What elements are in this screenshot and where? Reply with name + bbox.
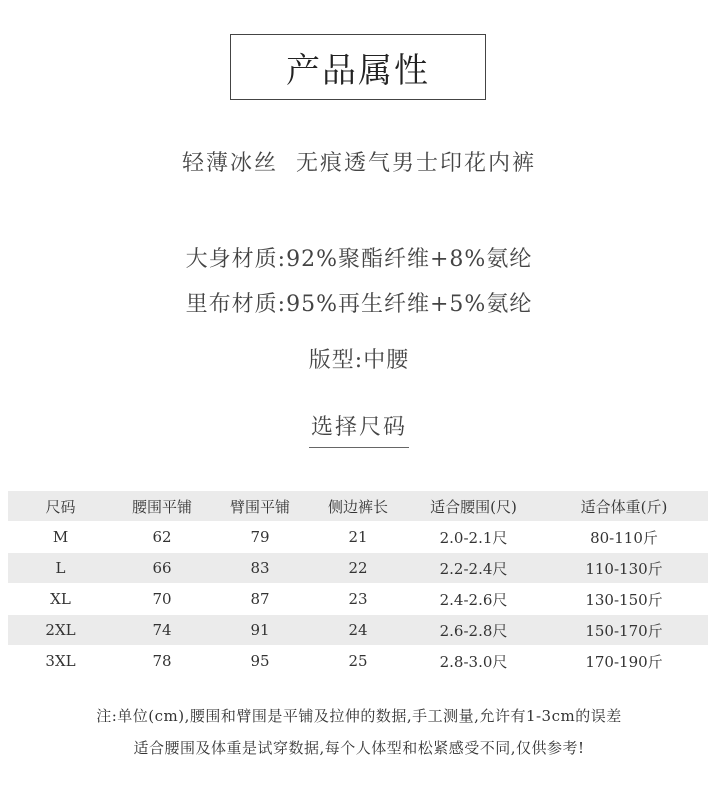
size-table-header-row: [8, 491, 708, 522]
table-cell: 2.4-2.6尺: [407, 584, 540, 615]
table-cell: 22: [309, 553, 407, 584]
table-cell: 70: [113, 584, 211, 615]
table-cell: 62: [113, 522, 211, 553]
table-cell: 80-110斤: [540, 522, 708, 553]
table-cell: L: [8, 553, 113, 584]
measurement-note: 注:单位(cm),腰围和臂围是平铺及拉伸的数据,手工测量,允许有1-3cm的误差: [96, 707, 622, 725]
table-cell: 25: [309, 646, 407, 677]
table-cell: 21: [309, 522, 407, 553]
table-cell: XL: [8, 584, 113, 615]
table-cell: 91: [211, 615, 309, 646]
page-title: 产品属性: [286, 50, 430, 91]
column-header: 适合体重(斤): [540, 491, 708, 522]
attribute-fit: 版型:中腰: [308, 348, 410, 373]
table-cell: 170-190斤: [540, 646, 708, 677]
attribute-lining-material: 里布材质:95%再生纤维+5%氨纶: [185, 292, 533, 317]
column-header: 尺码: [8, 491, 113, 522]
table-cell: 83: [211, 553, 309, 584]
table-row: [8, 553, 708, 584]
table-cell: 2XL: [8, 615, 113, 646]
table-cell: 110-130斤: [540, 553, 708, 584]
table-cell: 2.8-3.0尺: [407, 646, 540, 677]
size-section-heading: [0, 410, 718, 448]
table-row: [8, 522, 708, 553]
column-header: 侧边裤长: [309, 491, 407, 522]
table-cell: 2.2-2.4尺: [407, 553, 540, 584]
table-cell: 79: [211, 522, 309, 553]
fit-disclaimer-note: 适合腰围及体重是试穿数据,每个人体型和松紧感受不同,仅供参考!: [133, 739, 585, 757]
attribute-body-material: 大身材质:92%聚酯纤维+8%氨纶: [185, 247, 533, 272]
size-heading-text: 选择尺码: [309, 410, 409, 448]
title-box: [230, 34, 486, 100]
table-cell: 2.0-2.1尺: [407, 522, 540, 553]
table-cell: 2.6-2.8尺: [407, 615, 540, 646]
table-cell: 24: [309, 615, 407, 646]
table-row: [8, 584, 708, 615]
size-table: [8, 491, 708, 677]
table-cell: 66: [113, 553, 211, 584]
table-cell: 78: [113, 646, 211, 677]
table-cell: 87: [211, 584, 309, 615]
table-cell: 74: [113, 615, 211, 646]
product-subtitle: 轻薄冰丝 无痕透气男士印花内裤: [182, 151, 536, 176]
table-row: [8, 646, 708, 677]
table-cell: 95: [211, 646, 309, 677]
table-cell: 23: [309, 584, 407, 615]
column-header: 臂围平铺: [211, 491, 309, 522]
table-cell: 150-170斤: [540, 615, 708, 646]
table-row: [8, 615, 708, 646]
table-cell: 130-150斤: [540, 584, 708, 615]
column-header: 腰围平铺: [113, 491, 211, 522]
table-cell: 3XL: [8, 646, 113, 677]
column-header: 适合腰围(尺): [407, 491, 540, 522]
table-cell: M: [8, 522, 113, 553]
